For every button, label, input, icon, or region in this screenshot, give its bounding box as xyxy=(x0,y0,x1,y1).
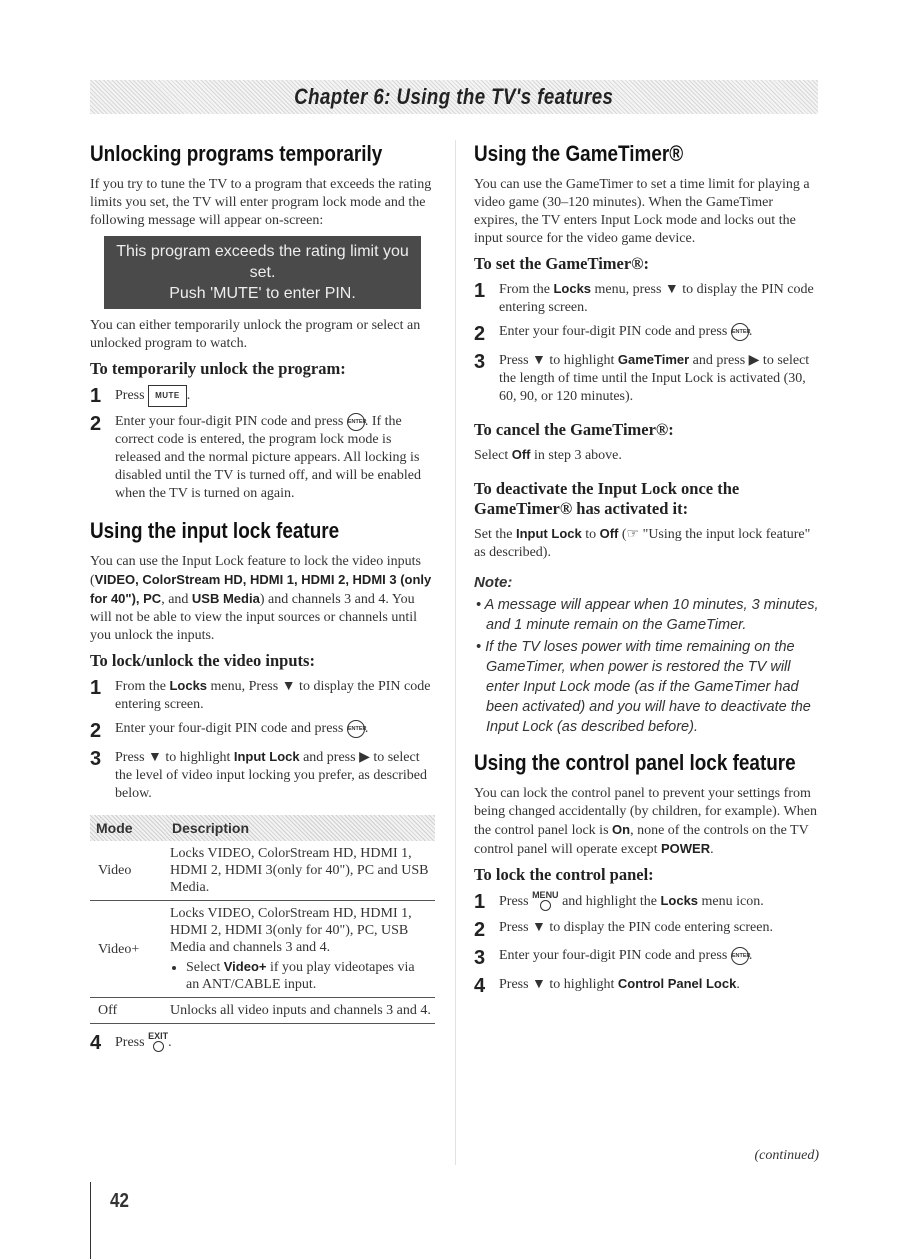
deactivate-text: Set the Input Lock to Off (☞ "Using the input lock feature" as described). xyxy=(474,526,811,560)
temp-step-2: 2 Enter your four-digit PIN code and press ENTER. If the correct code is entered, the program lock mode is released and the normal picture appears. All locking is disabled until the TV is turned off, and will be enabled when the TV is turned on again. xyxy=(90,413,421,502)
input-lock-intro: You can use the Input Lock feature to lock the video inputs (VIDEO, ColorStream HD, HDMI 1, HDMI 2, HDMI 3 (only for 40"), PC, and USB Media) and channels 3 and 4. You will not be able to view the input sources or channels until you unlock the inputs. xyxy=(90,554,432,644)
exit-button-icon: EXIT xyxy=(148,1032,168,1052)
set-step-3: 3 Press ▼ to highlight GameTimer and press ▶ to select the length of time until the Input Lock is activated (30, 60, 90, or 120 minutes). xyxy=(474,351,810,404)
table-row: Video+ Locks VIDEO, ColorStream HD, HDMI 1, HDMI 2, HDMI 3(only for 40"), PC, USB Media and channels 3 and 4. • Select Video+ if you play videotapes via an ANT/CABLE input. xyxy=(90,901,435,998)
heading-gametimer: Using the GameTimer® xyxy=(474,141,684,166)
heading-lock-inputs: To lock/unlock the video inputs: xyxy=(90,651,315,671)
chapter-banner xyxy=(90,80,818,114)
cancel-text: Select Off in step 3 above. xyxy=(474,447,622,463)
table-row: Video Locks VIDEO, ColorStream HD, HDMI 1, HDMI 2, HDMI 3(only for 40"), PC and USB Media. xyxy=(90,841,435,901)
note-item: • A message will appear when 10 minutes, 3 minutes, and 1 minute remain on the GameTimer. xyxy=(476,597,819,633)
heading-cancel-gametimer: To cancel the GameTimer®: xyxy=(474,420,674,439)
enter-button-icon: ENTER xyxy=(731,947,749,965)
heading-temp-unlock: To temporarily unlock the program: xyxy=(90,359,346,378)
panel-step-2: 2 Press ▼ to display the PIN code entering screen. xyxy=(474,919,773,941)
note-title: Note: xyxy=(474,574,513,591)
table-header xyxy=(90,815,435,841)
message-line-1: This program exceeds the rating limit you set. xyxy=(116,243,409,281)
enter-button-icon: ENTER xyxy=(347,720,365,738)
set-step-1: 1 From the Locks menu, press ▼ to display the PIN code entering screen. xyxy=(474,280,814,315)
heading-control-panel-lock: Using the control panel lock feature xyxy=(474,750,796,775)
table-row: Off Unlocks all video inputs and channels 3 and 4. xyxy=(90,998,435,1024)
header-mode: Mode xyxy=(90,815,166,841)
unlock-intro: If you try to tune the TV to a program that exceeds the rating limits you set, the TV will enter program lock mode and the following message will appear on-screen: xyxy=(90,177,432,228)
input-lock-table xyxy=(90,815,435,1024)
enter-button-icon: ENTER xyxy=(731,323,749,341)
panel-step-3: 3 Enter your four-digit PIN code and press ENTER. xyxy=(474,947,753,969)
note-item: • If the TV loses power with time remaining on the GameTimer, when power is restored the TV will enter Input Lock mode (as if the GameTimer had been activated) and you will have to deactivate the Input Lock (as described before). xyxy=(476,639,811,735)
lock-step-4: 4 Press EXIT . xyxy=(90,1031,172,1055)
mute-key-icon: MUTE xyxy=(148,385,187,407)
message-line-2: Push 'MUTE' to enter PIN. xyxy=(169,285,356,302)
onscreen-message xyxy=(104,236,421,309)
temp-step-1: 1 Press MUTE . xyxy=(90,385,191,407)
lock-step-2: 2 Enter your four-digit PIN code and press ENTER. xyxy=(90,720,369,743)
panel-step-1: 1 Press MENU and highlight the Locks menu icon. xyxy=(474,890,764,913)
chapter-title: Chapter 6: Using the TV's features xyxy=(294,84,614,109)
lock-step-1: 1 From the Locks menu, Press ▼ to display the PIN code entering screen. xyxy=(90,677,431,713)
gametimer-intro: You can use the GameTimer to set a time limit for playing a video game (30–120 minutes). When the GameTimer expires, the TV enters Input Lock mode and locks out the input source for the video game device. xyxy=(474,177,810,246)
heading-input-lock: Using the input lock feature xyxy=(90,518,340,544)
column-divider xyxy=(455,140,456,1165)
enter-button-icon: ENTER xyxy=(347,413,365,431)
heading-set-gametimer: To set the GameTimer®: xyxy=(474,254,650,273)
heading-deactivate: To deactivate the Input Lock once the GameTimer® has activated it: xyxy=(474,479,740,518)
panel-intro: You can lock the control panel to prevent your settings from being changed accidentally (by children, for example). When the control panel lock is On, none of the controls on the TV control panel will operate except POWER. xyxy=(474,786,817,857)
heading-lock-panel: To lock the control panel: xyxy=(474,865,654,884)
set-step-2: 2 Enter your four-digit PIN code and press ENTER. xyxy=(474,323,753,345)
menu-button-icon: MENU xyxy=(532,891,559,911)
header-description: Description xyxy=(166,815,435,841)
panel-step-4: 4 Press ▼ to highlight Control Panel Lock. xyxy=(474,975,740,997)
right-column xyxy=(474,140,820,1003)
continued-note: (continued) xyxy=(754,1148,819,1163)
page-number: 42 xyxy=(110,1190,129,1212)
heading-unlocking: Unlocking programs temporarily xyxy=(90,141,383,166)
left-column xyxy=(90,140,435,1060)
unlock-intro-2: You can either temporarily unlock the program or select an unlocked program to watch. xyxy=(90,318,421,351)
lock-step-3: 3 Press ▼ to highlight Input Lock and press ▶ to select the level of video input locking you prefer, as described below. xyxy=(90,748,428,802)
page-marker-bar xyxy=(90,1182,91,1259)
